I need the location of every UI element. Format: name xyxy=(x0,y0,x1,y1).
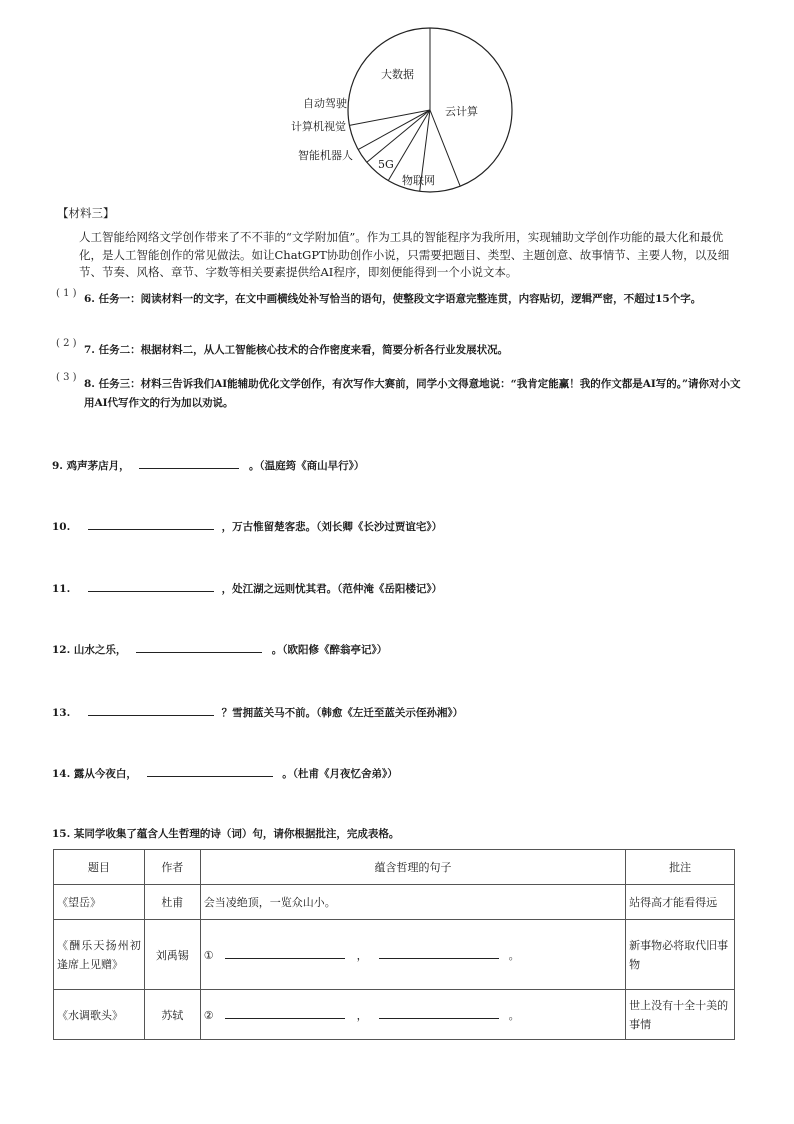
task-3: 8. 任务三：材料三告诉我们AI能辅助优化文学创作，有次写作大赛前，同学小文得意地说：“我肯定能赢！我的作文都是AI写的。”请你对小文用AI代写作文的行为加以劝说。 xyxy=(84,378,741,409)
task-number: ( 2 ) xyxy=(56,338,77,349)
answer-blank[interactable] xyxy=(379,946,499,959)
circled-marker: ② xyxy=(203,1009,214,1022)
circled-marker: ① xyxy=(203,949,214,962)
cell-title: 《望岳》 xyxy=(54,885,145,920)
question-9 xyxy=(52,456,364,473)
task-number: ( 3 ) xyxy=(56,372,77,383)
answer-blank[interactable] xyxy=(88,517,214,530)
pie-chart xyxy=(0,0,794,200)
pie-label-iot: 物联网 xyxy=(402,174,435,187)
table-header-row xyxy=(54,850,735,885)
cell-author: 杜甫 xyxy=(144,885,200,920)
question-pre: 11. xyxy=(52,583,71,595)
header-title: 题目 xyxy=(54,850,145,885)
cell-sentence xyxy=(200,990,625,1040)
question-10 xyxy=(52,517,442,534)
question-post: 。（欧阳修《醉翁亭记》） xyxy=(271,644,388,656)
question-pre: 9. 鸡声茅店月， xyxy=(52,460,130,472)
material3-body: 人工智能给网络文学创作带来了不不菲的“文学附加值”。作为工具的智能程序为我所用，实现辅助文学创作功能的最大化和最优化，是人工智能创作的常见做法。如让ChatGPT协助创作小说，只需要把题目、类型、主题创意、故事情节、主要人物，以及细节、节奏、风格、章节、字数等相关要素提供给AI程序，即刻便能得到一个小说文本。 xyxy=(79,230,730,279)
task-2: 7. 任务二：根据材料二，从人工智能核心技术的合作密度来看，简要分析各行业发展状况。 xyxy=(84,344,509,356)
cell-author: 刘禹锡 xyxy=(144,920,200,990)
cell-title: 《水调歌头》 xyxy=(54,990,145,1040)
pie-label-autodrive: 自动驾驶 xyxy=(303,97,347,110)
answer-blank[interactable] xyxy=(136,640,262,653)
question-post: ，处江湖之远则忧其君。（范仲淹《岳阳楼记》） xyxy=(221,583,443,595)
question-pre: 10. xyxy=(52,521,71,533)
question-post: 。（温庭筠《商山早行》） xyxy=(248,460,365,472)
pie-label-big-data: 大数据 xyxy=(381,68,414,81)
comma: ， xyxy=(356,949,368,962)
period: 。 xyxy=(508,949,520,962)
pie-label-cloud: 云计算 xyxy=(445,105,478,118)
question-14 xyxy=(52,764,398,781)
question-11 xyxy=(52,579,442,596)
question-post: 。（杜甫《月夜忆舍弟》） xyxy=(282,768,398,780)
answer-blank[interactable] xyxy=(225,1006,345,1019)
cell-note: 世上没有十全十美的事情 xyxy=(626,990,735,1040)
answer-blank[interactable] xyxy=(88,579,214,592)
question-pre: 14. 露从今夜白， xyxy=(52,768,137,780)
comma: ， xyxy=(356,1009,368,1022)
question-12 xyxy=(52,640,387,657)
question-post: ，万古惟留楚客悲。（刘长卿《长沙过贾谊宅》） xyxy=(221,521,443,533)
table-row xyxy=(54,990,735,1040)
cell-author: 苏轼 xyxy=(144,990,200,1040)
cell-sentence xyxy=(200,920,625,990)
material3-heading: 【材料三】 xyxy=(57,206,115,220)
question-pre: 12. 山水之乐， xyxy=(52,644,127,656)
table-row xyxy=(54,920,735,990)
pie-label-vision: 计算机视觉 xyxy=(291,120,346,133)
cell-title: 《酬乐天扬州初逢席上见赠》 xyxy=(54,920,145,990)
pie-label-5g: 5G xyxy=(378,158,394,171)
answer-blank[interactable] xyxy=(147,764,273,777)
table-row xyxy=(54,885,735,920)
answer-blank[interactable] xyxy=(88,703,214,716)
answer-blank[interactable] xyxy=(139,456,239,469)
question-13 xyxy=(52,703,463,720)
answer-blank[interactable] xyxy=(225,946,345,959)
task-1: 6. 任务一：阅读材料一的文字，在文中画横线处补写恰当的语句，使整段文字语意完整连贯，内容贴切，逻辑严密，不超过15个字。 xyxy=(84,293,702,305)
question-post: ？雪拥蓝关马不前。（韩愈《左迁至蓝关示侄孙湘》） xyxy=(221,707,464,719)
question-pre: 13. xyxy=(52,707,71,719)
header-note: 批注 xyxy=(626,850,735,885)
task-number: ( 1 ) xyxy=(56,288,77,299)
pie-label-robot: 智能机器人 xyxy=(298,149,353,162)
answer-blank[interactable] xyxy=(379,1006,499,1019)
header-sentence: 蕴含哲理的句子 xyxy=(200,850,625,885)
question-15-prompt: 15. 某同学收集了蕴含人生哲理的诗（词）句，请你根据批注，完成表格。 xyxy=(52,828,400,840)
poetry-table xyxy=(53,849,735,1040)
cell-sentence: 会当凌绝顶，一览众山小。 xyxy=(200,885,625,920)
cell-note: 站得高才能看得远 xyxy=(626,885,735,920)
cell-note: 新事物必将取代旧事物 xyxy=(626,920,735,990)
header-author: 作者 xyxy=(144,850,200,885)
period: 。 xyxy=(508,1009,520,1022)
